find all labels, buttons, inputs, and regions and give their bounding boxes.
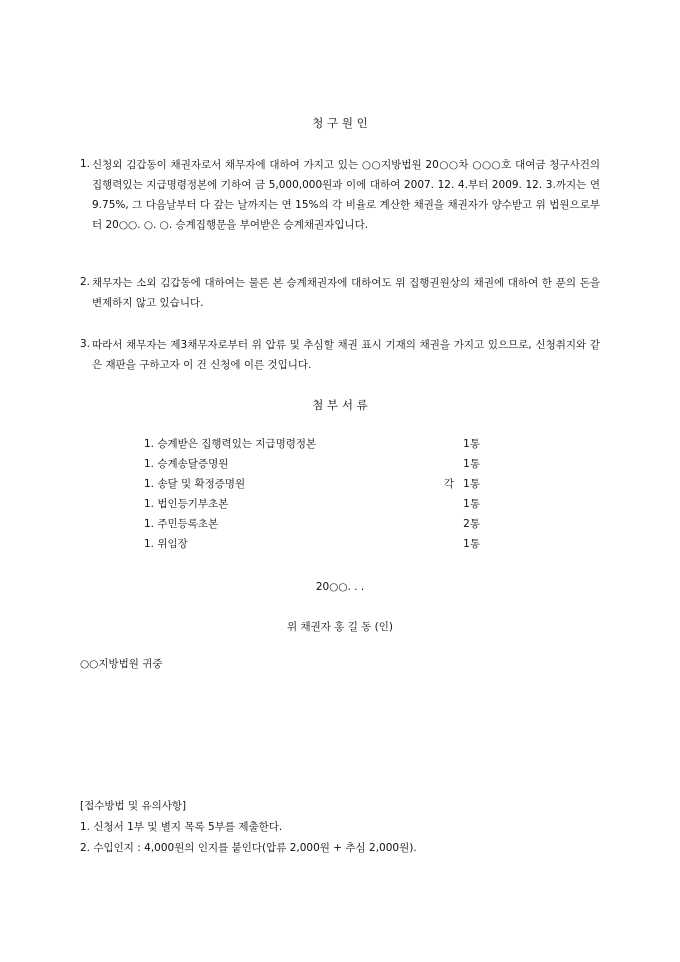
attachment-name: 1. 송달 및 확정증명원 — [144, 478, 246, 490]
attachment-each: 각 — [443, 478, 454, 490]
creditor-signature: 위 채권자 홍 길 동 (인) — [286, 621, 394, 633]
notes-item: 2. 수입인지 : 4,000원의 인지를 붙인다(압류 2,000원 + 추심 2,000원). — [80, 842, 417, 854]
claim-number: 1. — [80, 158, 91, 170]
claim-number: 3. — [80, 338, 91, 350]
attachment-name: 1. 주민등록초본 — [144, 518, 219, 530]
attachment-count: 1통 — [463, 458, 480, 470]
attachment-name: 1. 위임장 — [144, 538, 188, 550]
claim-item-1 — [80, 155, 600, 235]
notes-item: 1. 신청서 1부 및 별지 목록 5부를 제출한다. — [80, 821, 283, 833]
claim-text: 신청외 김갑동이 채권자로서 채무자에 대하여 가지고 있는 ○○지방법원 20○○차 ○○○호 대여금 청구사건의 집행력있는 지급명령정본에 기하여 금 5,000,000원과 이에 대하여 2007. 12. 4.부터 2009. 12. 3.까지는 연 9.75%, 그 다음날부터 다 갚는 날까지는 연 15%의 각 비율로 계산한 채권을 채권자가 양수받고 위 법원으로부터 20○○. ○. ○. 승계집행문을 부여받은 승계채권자입니다. — [92, 159, 600, 231]
claim-number: 2. — [80, 276, 91, 288]
court-addressee: ○○지방법원 귀중 — [80, 658, 163, 670]
attachment-name: 1. 승계송달증명원 — [144, 458, 229, 470]
attachment-count: 1통 — [463, 498, 480, 510]
attachment-item — [144, 459, 480, 473]
attachment-name: 1. 법인등기부초본 — [144, 498, 229, 510]
claim-item-3 — [80, 335, 600, 375]
attachment-count: 2통 — [463, 518, 480, 530]
attachments-heading: 첨 부 서 류 — [312, 398, 368, 412]
claim-text: 채무자는 소외 김갑동에 대하여는 물론 본 승계채권자에 대하여도 위 집행권원상의 채권에 대하여 한 푼의 돈을 변제하지 않고 있습니다. — [92, 277, 600, 309]
page-title: 청 구 원 인 — [312, 116, 368, 130]
attachment-item — [144, 439, 480, 453]
notes-heading: [접수방법 및 유의사항] — [80, 800, 187, 812]
filing-date: 20○○. . . — [315, 581, 365, 593]
claim-text: 따라서 채무자는 제3채무자로부터 위 압류 및 추심할 채권 표시 기재의 채권을 가지고 있으므로, 신청취지와 같은 재판을 구하고자 이 건 신청에 이른 것입니다. — [92, 339, 600, 371]
attachment-count: 1통 — [463, 478, 480, 490]
attachment-item — [144, 499, 480, 513]
claim-item-2 — [80, 273, 600, 313]
attachment-count: 1통 — [463, 438, 480, 450]
attachment-name: 1. 승계받은 집행력있는 지급명령정본 — [144, 438, 317, 450]
attachment-item — [144, 519, 480, 533]
attachment-item — [144, 479, 480, 493]
attachment-item — [144, 539, 480, 553]
attachment-count: 1통 — [463, 538, 480, 550]
